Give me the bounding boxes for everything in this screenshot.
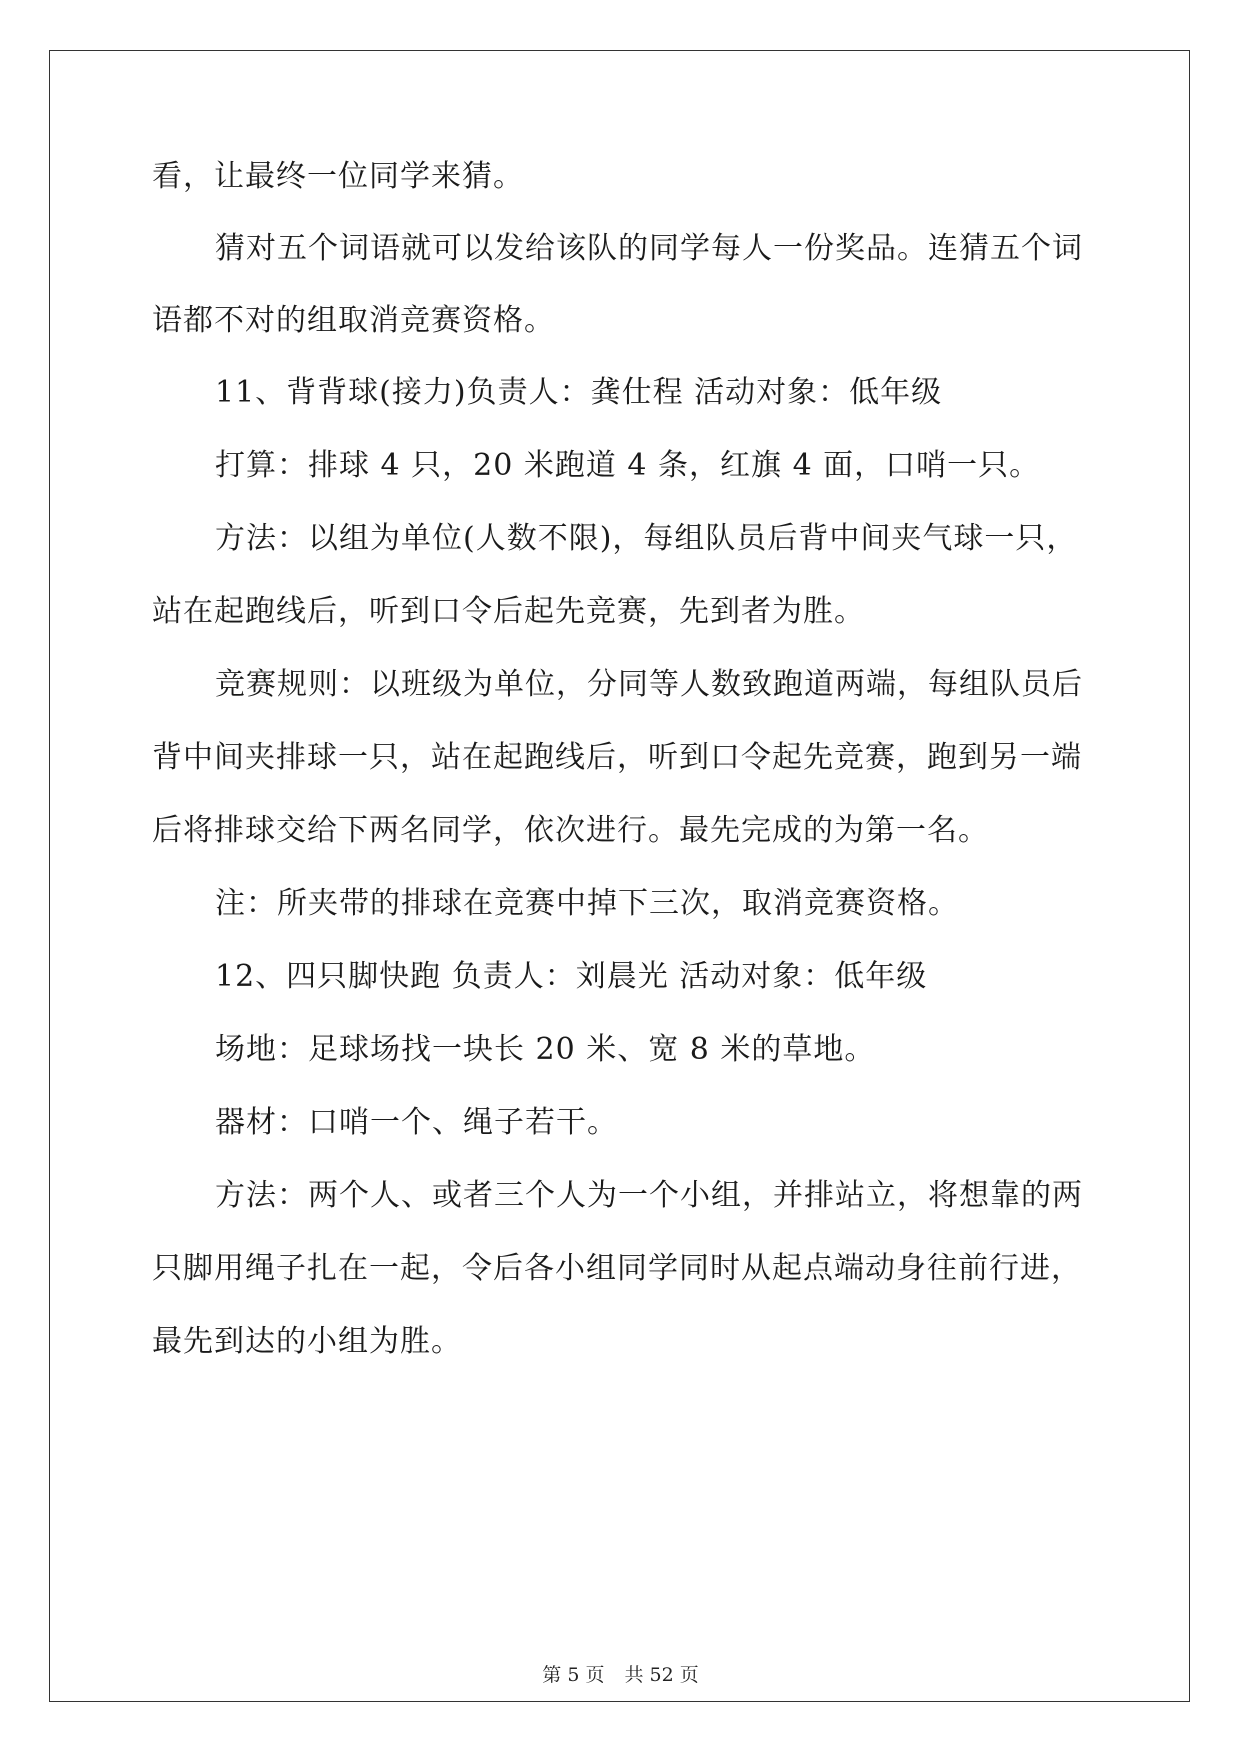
text-line: 12、四只脚快跑 负责人：刘晨光 活动对象：低年级	[215, 959, 928, 994]
text-line: 方法：两个人、或者三个人为一个小组，并排站立，将想靠的两	[215, 1178, 1083, 1213]
text-line: 站在起跑线后，听到口令后起先竞赛，先到者为胜。	[152, 594, 865, 629]
text-line: 看，让最终一位同学来猜。	[152, 159, 524, 194]
text-line: 器材：口哨一个、绳子若干。	[215, 1105, 618, 1140]
text-line: 11、背背球(接力)负责人：龚仕程 活动对象：低年级	[215, 375, 943, 410]
text-line: 只脚用绳子扎在一起，令后各小组同学同时从起点端动身往前行进，	[152, 1251, 1082, 1286]
page-footer	[0, 1666, 1241, 1685]
text-line: 语都不对的组取消竞赛资格。	[152, 303, 555, 338]
text-line: 竞赛规则：以班级为单位，分同等人数致跑道两端，每组队员后	[215, 667, 1083, 702]
text-line: 场地：足球场找一块长 20 米、宽 8 米的草地。	[215, 1032, 876, 1067]
page-border	[49, 50, 1190, 1702]
text-line: 背中间夹排球一只，站在起跑线后，听到口令起先竞赛，跑到另一端	[152, 740, 1082, 775]
text-line: 打算：排球 4 只，20 米跑道 4 条，红旗 4 面，口哨一只。	[215, 448, 1041, 483]
page-total: 共 52 页	[624, 1664, 699, 1686]
page-number: 第 5 页	[542, 1664, 605, 1686]
text-line: 后将排球交给下两名同学，依次进行。最先完成的为第一名。	[152, 813, 989, 848]
text-line: 方法：以组为单位(人数不限)，每组队员后背中间夹气球一只，	[215, 521, 1078, 556]
text-line: 注：所夹带的排球在竞赛中掉下三次，取消竞赛资格。	[215, 886, 959, 921]
text-line: 最先到达的小组为胜。	[152, 1324, 462, 1359]
text-line: 猜对五个词语就可以发给该队的同学每人一份奖品。连猜五个词	[215, 231, 1083, 266]
